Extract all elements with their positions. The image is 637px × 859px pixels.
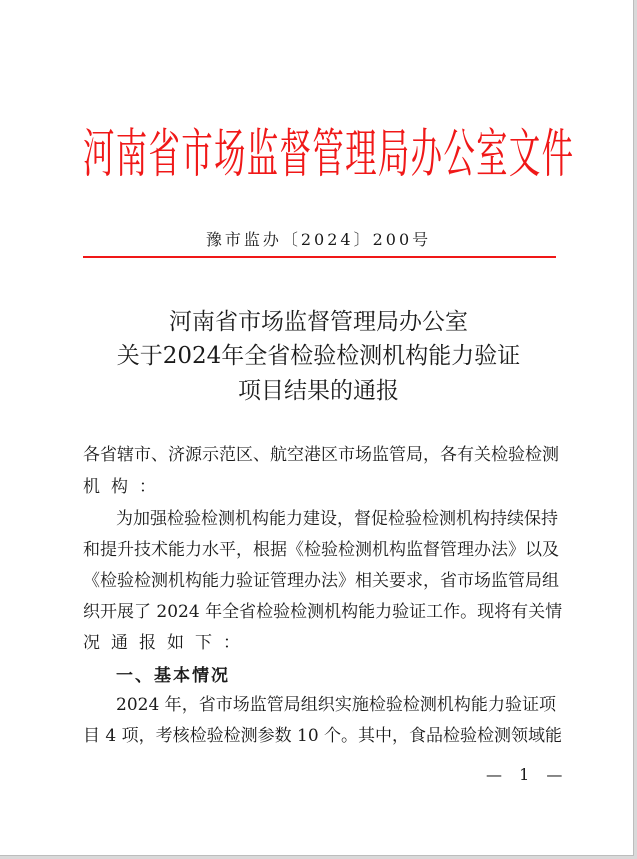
body-line: 为加强检验检测机构能力建设，督促检验检测机构持续保持 (116, 509, 558, 529)
body-line: 和提升技术能力水平，根据《检验检测机构监督管理办法》以及 (83, 540, 559, 560)
masthead-title (83, 124, 575, 188)
document-number: 豫市监办〔2024〕200号 (205, 230, 432, 249)
masthead-text: 河南省市场监督管理局办公室文件 (83, 124, 575, 186)
body-line: 2024 年，省市场监管局组织实施检验检测机构能力验证项 (116, 695, 556, 715)
red-divider (83, 256, 556, 258)
title-line: 关于2024年全省检验检测机构能力验证 (116, 343, 521, 369)
body-line: 目 4 项，考核检验检测参数 10 个。其中，食品检验检测领域能 (83, 726, 563, 746)
section-heading: 一、基本情况 (116, 666, 230, 686)
body-line: 况通报如下： (83, 633, 251, 653)
body-line: 《检验检测机构能力验证管理办法》相关要求，省市场监管局组 (83, 571, 559, 591)
page-number: — 1 — (486, 765, 569, 784)
body-line: 机构： (83, 477, 167, 497)
body-line: 各省辖市、济源示范区、航空港区市场监管局，各有关检验检测 (83, 445, 559, 465)
title-line: 项目结果的通报 (238, 378, 399, 404)
body-line: 织开展了 2024 年全省检验检测机构能力验证工作。现将有关情 (83, 602, 563, 622)
title-line: 河南省市场监督管理局办公室 (169, 309, 468, 335)
